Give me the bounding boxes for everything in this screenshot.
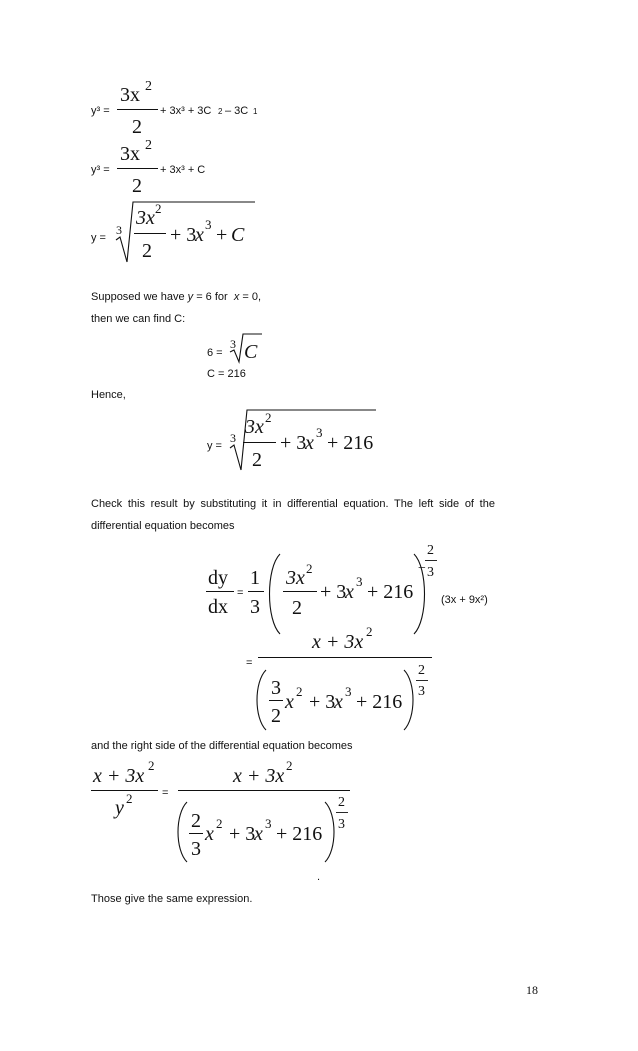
eq6-x: x	[305, 432, 314, 454]
eq7-plus-3: + 3	[320, 581, 347, 603]
eq9-x2-exponent: 3	[265, 816, 272, 831]
eq9-lhs-numerator: x + 3x	[93, 765, 145, 787]
eq8-coef-numerator: 3	[271, 677, 281, 699]
eq3-x-exponent: 3	[205, 217, 212, 232]
eq9-x-exponent: 2	[216, 816, 223, 831]
eq3-denominator: 2	[142, 240, 152, 262]
eq3-numerator: 3x	[136, 207, 155, 229]
equation-7	[206, 543, 488, 634]
supposed-eq6: = 6 for	[196, 291, 228, 303]
eq7-x: x	[345, 581, 354, 603]
eq3-c: C	[231, 224, 245, 246]
eq6-plus-216: + 216	[327, 432, 374, 454]
equation-3	[91, 201, 255, 262]
eq1-numerator-exponent: 2	[145, 79, 152, 94]
eq8-plus-3: + 3	[309, 691, 336, 713]
eq9-rhs-numerator-exponent: 2	[286, 758, 293, 773]
eq9-period: .	[317, 871, 321, 883]
eq8-coef-denominator: 2	[271, 705, 281, 727]
eq3-root-index: 3	[116, 223, 122, 237]
eq9-exponent-denominator: 3	[338, 817, 345, 832]
paragraph-conclusion: Those give the same expression.	[91, 893, 253, 905]
eq1-subscript-1: 1	[253, 107, 258, 116]
eq7-numerator: 3x	[286, 567, 305, 589]
equation-1	[91, 79, 258, 138]
paragraph-hence: Hence,	[91, 389, 126, 401]
eq2-terms: + 3x³ + C	[160, 164, 206, 176]
paragraph-check-line-2: differential equation becomes	[91, 520, 235, 532]
eq1-subscript-2: 2	[218, 107, 223, 116]
eq6-lhs: y =	[207, 440, 222, 452]
eq1-numerator: 3x	[120, 84, 140, 106]
eq9-rhs-numerator: x + 3x	[233, 765, 285, 787]
eq9-x2: x	[254, 823, 263, 845]
eq3-x: x	[195, 224, 204, 246]
eq8-exponent-numerator: 2	[418, 663, 425, 678]
equation-6	[207, 410, 376, 471]
eq7-one: 1	[250, 567, 260, 589]
equation-c-216: C = 216	[207, 368, 246, 380]
eq4-c: C	[244, 341, 258, 363]
eq8-x2: x	[334, 691, 343, 713]
paragraph-supposed	[91, 291, 261, 303]
page-number: 18	[526, 983, 538, 997]
eq2-numerator: 3x	[120, 143, 140, 165]
equation-9	[91, 758, 350, 883]
eq3-lhs: y =	[91, 232, 106, 244]
eq8-x: x	[285, 691, 294, 713]
eq9-left-paren	[178, 802, 187, 862]
eq9-x: x	[205, 823, 214, 845]
eq8-left-paren	[257, 670, 266, 730]
eq9-plus-216: + 216	[276, 823, 323, 845]
eq8-numerator: x + 3x	[312, 631, 364, 653]
eq6-plus-3: + 3	[280, 432, 307, 454]
paragraph-then: then we can find C:	[91, 313, 186, 325]
eq7-plus-216: + 216	[367, 581, 414, 603]
eq9-exponent-numerator: 2	[338, 795, 345, 810]
eq8-right-paren	[404, 670, 413, 730]
eq9-lhs-numerator-exponent: 2	[148, 758, 155, 773]
eq1-denominator: 2	[132, 116, 142, 138]
supposed-y: y	[187, 291, 194, 303]
eq8-plus-216: + 216	[356, 691, 403, 713]
eq6-numerator: 3x	[245, 416, 264, 438]
eq6-x-exponent: 3	[316, 425, 323, 440]
supposed-eq0: = 0,	[242, 291, 262, 303]
eq9-equals: =	[162, 787, 169, 799]
eq2-lhs: y³ =	[91, 164, 110, 176]
eq7-x-exponent: 3	[356, 574, 363, 589]
eq8-x2-exponent: 3	[345, 684, 352, 699]
supposed-text: Supposed we have	[91, 291, 185, 303]
eq7-dx: dx	[208, 596, 228, 618]
eq3-plus: +	[216, 224, 228, 246]
eq9-plus-3: + 3	[229, 823, 256, 845]
eq8-equals: =	[246, 657, 253, 669]
eq7-dy: dy	[208, 567, 228, 589]
paragraph-right-side: and the right side of the differential equation becomes	[91, 740, 353, 752]
eq8-numerator-exponent: 2	[366, 624, 373, 639]
eq7-exponent-numerator: 2	[427, 543, 434, 558]
paragraph-check-line-1: Check this result by substituting it in differential equation. The left side of the	[91, 498, 495, 510]
equation-8	[246, 624, 432, 730]
eq7-exponent-minus: −	[418, 561, 426, 576]
eq9-right-paren	[325, 802, 334, 862]
eq3-numerator-exponent: 2	[155, 201, 162, 216]
eq1-terms: + 3x³ + 3C	[160, 105, 212, 117]
eq3-plus-3: + 3	[170, 224, 197, 246]
eq8-exponent-denominator: 3	[418, 684, 425, 699]
eq6-denominator: 2	[252, 449, 262, 471]
eq7-equals: =	[237, 587, 244, 599]
eq7-factor: (3x + 9x²)	[441, 594, 488, 606]
eq9-lhs-denominator: y	[115, 797, 124, 819]
eq4-root-index: 3	[230, 337, 236, 351]
eq2-denominator: 2	[132, 175, 142, 197]
equation-4	[207, 334, 262, 363]
eq6-root-index: 3	[230, 431, 236, 445]
eq2-numerator-exponent: 2	[145, 138, 152, 153]
eq7-numerator-exponent: 2	[306, 561, 313, 576]
supposed-x: x	[233, 291, 240, 303]
eq7-denominator: 2	[292, 597, 302, 619]
eq7-three: 3	[250, 596, 260, 618]
eq7-left-paren	[270, 554, 281, 634]
eq6-numerator-exponent: 2	[265, 410, 272, 425]
eq9-coef-numerator: 2	[191, 810, 201, 832]
eq1-minus-term: – 3C	[225, 105, 249, 117]
equation-2	[91, 138, 205, 197]
eq8-x-exponent: 2	[296, 684, 303, 699]
eq1-lhs: y³ =	[91, 105, 110, 117]
eq4-lhs: 6 =	[207, 347, 223, 359]
eq9-coef-denominator: 3	[191, 838, 201, 860]
eq9-lhs-denominator-exponent: 2	[126, 791, 133, 806]
eq7-exponent-denominator: 3	[427, 565, 434, 580]
